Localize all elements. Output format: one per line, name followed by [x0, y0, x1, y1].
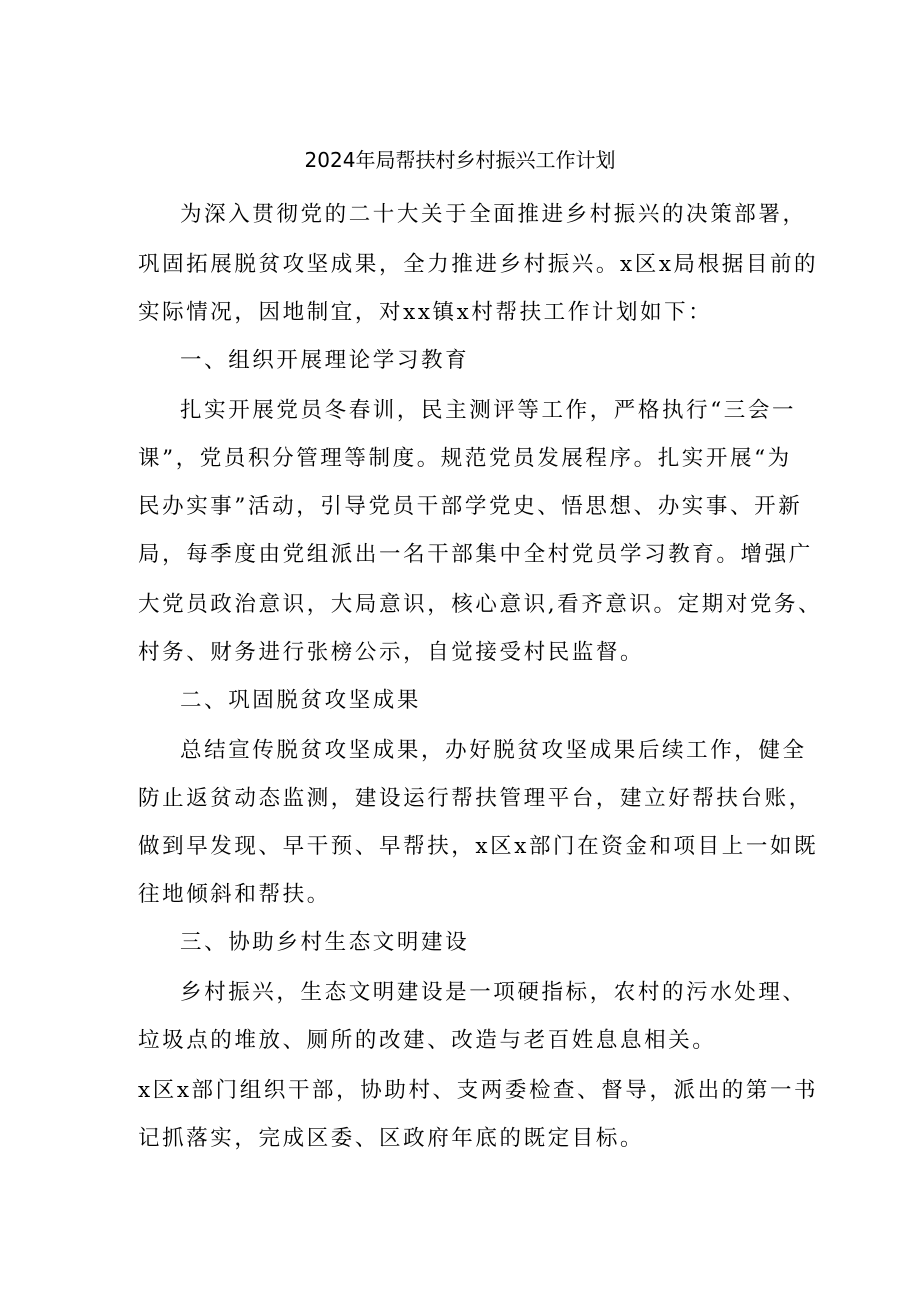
section1-line: 局，每季度由党组派出一名干部集中全村党员学习教育。增强广: [138, 542, 813, 567]
section3-line: 垃圾点的堆放、厕所的改建、改造与老百姓息息相关。: [138, 1028, 717, 1053]
section2-line: 往地倾斜和帮扶。: [138, 882, 331, 907]
section2-line: 做到早发现、早干预、早帮扶，x区x部门在资金和项目上一如既: [138, 834, 819, 859]
section-heading-2: 二、巩固脱贫攻坚成果: [180, 688, 422, 713]
section-heading-3: 三、协助乡村生态文明建设: [180, 930, 470, 955]
closing-line: 记抓落实，完成区委、区政府年底的既定目标。: [138, 1126, 645, 1151]
document-title: 2024年局帮扶村乡村振兴工作计划: [304, 148, 616, 172]
section2-line: 总结宣传脱贫攻坚成果，办好脱贫攻坚成果后续工作，健全: [180, 738, 807, 763]
intro-line: 实际情况，因地制宜，对xx镇x村帮扶工作计划如下：: [138, 300, 713, 325]
section3-line: 乡村振兴，生态文明建设是一项硬指标，农村的污水处理、: [180, 980, 807, 1005]
closing-line: x区x部门组织干部，协助村、支两委检查、督导，派出的第一书: [138, 1078, 819, 1103]
section-heading-1: 一、组织开展理论学习教育: [180, 348, 470, 373]
section1-line: 扎实开展党员冬春训，民主测评等工作，严格执行“三会一: [180, 398, 797, 423]
section1-line: 村务、财务进行张榜公示，自觉接受村民监督。: [138, 640, 645, 665]
section1-line: 课”，党员积分管理等制度。规范党员发展程序。扎实开展“为: [138, 446, 792, 471]
intro-line: 为深入贯彻党的二十大关于全面推进乡村振兴的决策部署，: [180, 202, 807, 227]
intro-line: 巩固拓展脱贫攻坚成果，全力推进乡村振兴。x区x局根据目前的: [138, 252, 819, 277]
section1-line: 大党员政治意识，大局意识，核心意识,看齐意识。定期对党务、: [138, 592, 823, 617]
section1-line: 民办实事”活动，引导党员干部学党史、悟思想、办实事、开新: [138, 494, 803, 519]
section2-line: 防止返贫动态监测，建设运行帮扶管理平台，建立好帮扶台账，: [138, 786, 813, 811]
